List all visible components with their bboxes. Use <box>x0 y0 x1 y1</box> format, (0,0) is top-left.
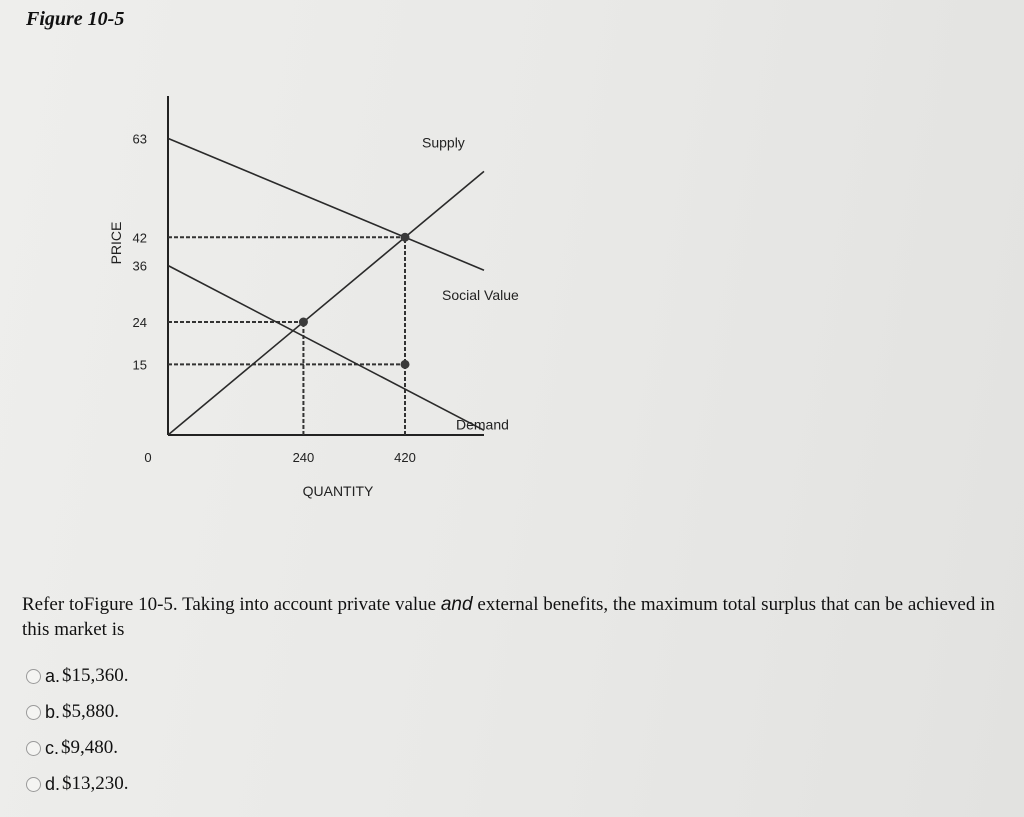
question-part2: external benefits, the maximum total surplus that can be achieved in this market is <box>22 594 995 640</box>
x-axis-label: QUANTITY <box>302 483 374 499</box>
option-text: $9,480. <box>61 737 119 758</box>
answer-options <box>26 658 129 802</box>
series-label: Social Value <box>442 287 519 304</box>
option-letter: c. <box>45 737 60 758</box>
question-text <box>22 592 1012 642</box>
y-tick-label: 15 <box>132 357 147 373</box>
option-letter: a. <box>45 665 61 686</box>
option-letter: b. <box>45 701 61 722</box>
option-text: $5,880. <box>62 701 120 722</box>
option-b[interactable] <box>26 694 129 730</box>
figure-title: Figure 10-5 <box>26 8 125 30</box>
option-letter: d. <box>45 773 61 794</box>
option-c[interactable] <box>26 730 129 766</box>
data-point <box>299 318 308 327</box>
option-text: $15,360. <box>62 665 129 686</box>
series-line-social-value <box>168 138 484 270</box>
data-point <box>401 360 410 369</box>
y-axis-label: PRICE <box>108 221 124 265</box>
radio-button-d[interactable] <box>26 777 41 792</box>
x-tick-label: 0 <box>144 450 152 465</box>
figure-reference: Figure 10-5 <box>83 594 173 615</box>
radio-button-a[interactable] <box>26 669 41 684</box>
radio-button-c[interactable] <box>26 741 41 756</box>
y-tick-label: 63 <box>132 131 147 147</box>
option-a[interactable] <box>26 658 129 694</box>
series-line-demand <box>168 266 484 431</box>
x-tick-label: 420 <box>394 450 416 465</box>
series-label: Demand <box>456 416 509 433</box>
option-d[interactable] <box>26 766 129 802</box>
question-emphasis: and <box>440 594 473 615</box>
x-tick-label: 240 <box>292 450 315 465</box>
radio-button-b[interactable] <box>26 705 41 720</box>
y-tick-label: 42 <box>132 230 147 246</box>
y-tick-label: 24 <box>132 315 147 330</box>
option-text: $13,230. <box>62 773 129 794</box>
series-label: Supply <box>422 134 465 151</box>
question-prefix: Refer to <box>22 594 84 615</box>
question-part1: . Taking into account private value <box>172 594 441 615</box>
y-tick-label: 36 <box>132 258 147 274</box>
data-point <box>401 233 410 242</box>
series-line-supply <box>168 171 484 435</box>
